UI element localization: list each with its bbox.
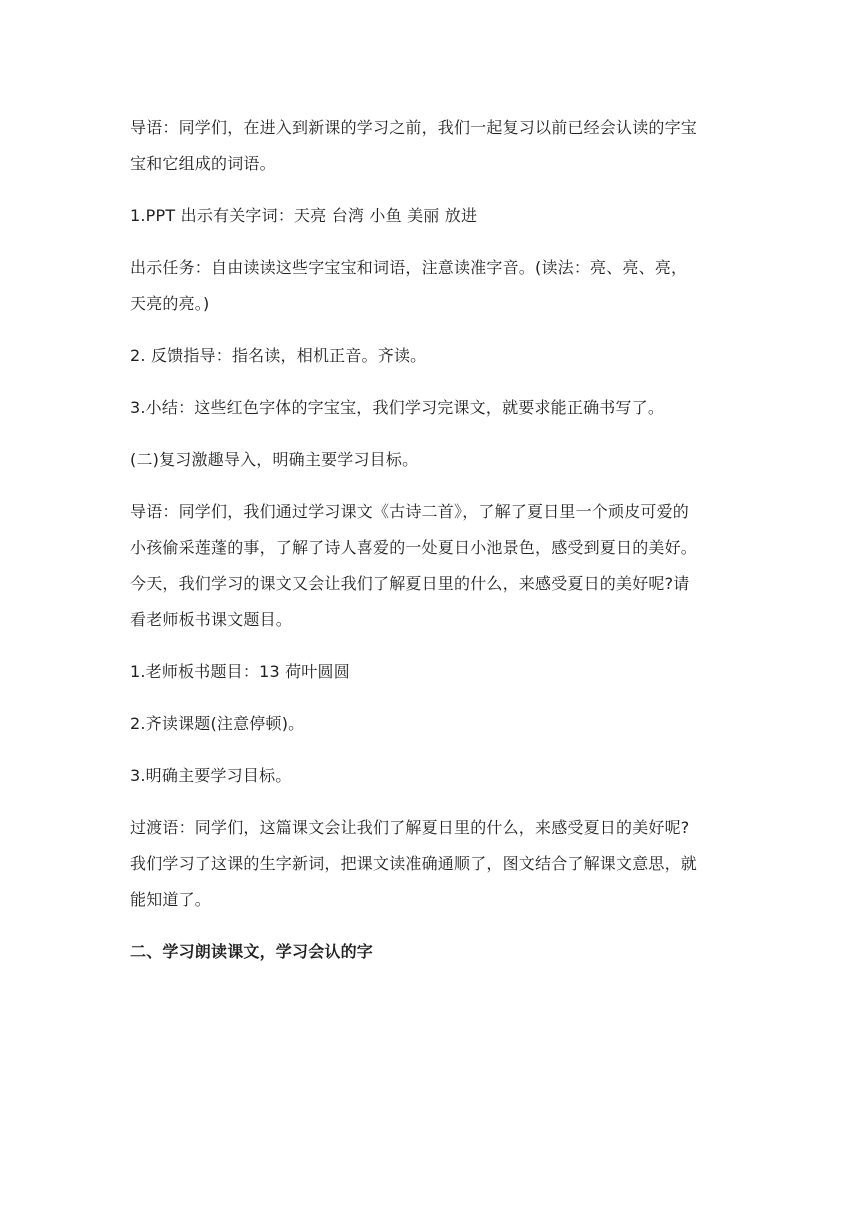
paragraph-review-intro [130,494,750,638]
paragraph-line: 天亮的亮。) [130,294,210,313]
paragraph-line: 我们学习了这课的生字新词，把课文读准确通顺了，图文结合了解课文意思，就 [130,854,698,873]
paragraph-line: 今天，我们学习的课文又会让我们了解夏日里的什么，来感受夏日的美好呢?请 [130,574,690,593]
paragraph-task [130,250,750,322]
paragraph-feedback [130,338,750,374]
paragraph-summary [130,390,750,426]
paragraph-line: 小孩偷采莲蓬的事，了解了诗人喜爱的一处夏日小池景色，感受到夏日的美好。 [130,538,698,557]
paragraph-line: (二)复习激趣导入，明确主要学习目标。 [130,450,419,469]
paragraph-line: 2.齐读课题(注意停顿)。 [130,714,305,733]
paragraph-line: 导语：同学们，我们通过学习课文《古诗二首》，了解了夏日里一个顽皮可爱的 [130,502,690,521]
paragraph-line: 3.小结：这些红色字体的字宝宝，我们学习完课文，就要求能正确书写了。 [130,398,665,417]
paragraph-transition [130,810,750,918]
paragraph-line: 2. 反馈指导：指名读，相机正音。齐读。 [130,346,427,365]
paragraph-line: 1.老师板书题目：13 荷叶圆圆 [130,662,350,681]
section-heading-line: 二、学习朗读课文，学习会认的字 [130,942,374,961]
paragraph-line: 3.明确主要学习目标。 [130,766,292,785]
paragraph-line: 过渡语：同学们，这篇课文会让我们了解夏日里的什么，来感受夏日的美好呢? [130,818,690,837]
paragraph-ppt-words [130,198,750,234]
paragraph-goals [130,758,750,794]
section-heading [130,934,750,970]
paragraph-review-intro-heading [130,442,750,478]
paragraph-line: 看老师板书课文题目。 [130,610,293,629]
paragraph-read-title [130,706,750,742]
paragraph-line: 导语：同学们，在进入到新课的学习之前，我们一起复习以前已经会认读的字宝 [130,118,698,137]
paragraph-board-title [130,654,750,690]
document-content [130,110,750,986]
paragraph-line: 出示任务：自由读读这些字宝宝和词语，注意读准字音。(读法：亮、亮、亮， [130,258,688,277]
paragraph-line: 1.PPT 出示有关字词：天亮 台湾 小鱼 美丽 放进 [130,206,478,225]
paragraph-intro [130,110,750,182]
paragraph-line: 宝和它组成的词语。 [130,154,276,173]
paragraph-line: 能知道了。 [130,890,212,909]
